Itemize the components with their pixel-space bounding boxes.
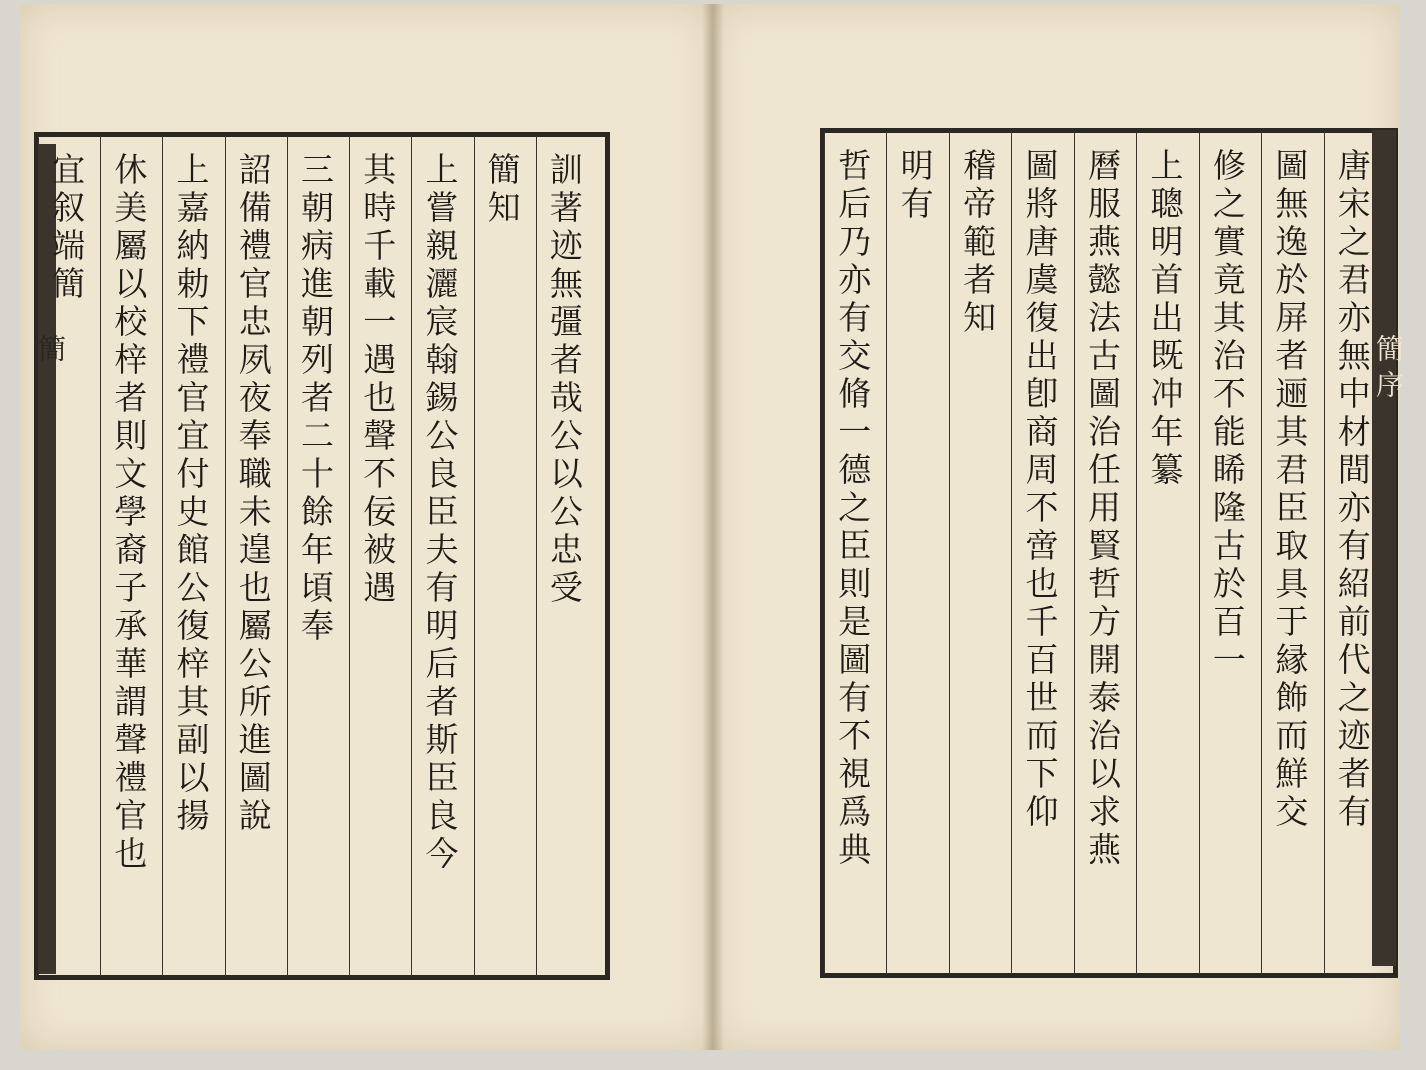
text-column [287,136,349,976]
column-text: 簡知 [482,152,522,228]
text-column [38,136,100,976]
column-text: 詔備禮官忠夙夜奉職未遑也屬公所進圖說 [233,152,273,836]
text-column [100,136,162,976]
column-text: 訓著迹無彊者哉公以公忠受 [544,152,584,608]
text-column [949,132,1011,974]
right-column-grid [824,132,1394,974]
column-text: 稽帝範者知 [958,148,998,338]
text-column [536,136,598,976]
text-column [411,136,473,976]
right-text-frame [820,128,1398,978]
left-margin-label: 簡 [34,334,67,370]
text-column [349,136,411,976]
column-text: 三朝病進朝列者二十餘年頃奉 [295,152,335,646]
text-column [225,136,287,976]
column-text: 休美屬以校梓者則文學裔子承華謂聲禮官也 [109,152,149,874]
right-page [712,4,1405,1050]
column-text: 上聰明首出既冲年纂 [1145,148,1185,490]
left-text-frame [34,132,610,980]
text-column [824,132,886,974]
text-column [1261,132,1323,974]
column-text: 圖將唐虞復出卽商周不啻也千百世而下仰 [1020,148,1060,832]
column-text: 哲后乃亦有交脩一德之臣則是圖有不視爲典 [833,148,873,870]
column-text: 上嘉納勅下禮官宜付史館公復梓其副以揚 [171,152,211,836]
right-margin-label: 簡序 [1372,334,1405,406]
column-text: 其時千載一遇也聲不佞被遇 [358,152,398,608]
left-page [20,4,712,1050]
text-column [162,136,224,976]
text-column [1199,132,1261,974]
left-column-grid [38,136,606,976]
text-column [474,136,536,976]
column-text: 唐宋之君亦無中材間亦有紹前代之迹者有 [1332,148,1372,832]
column-text: 宜叙端簡 [47,152,87,304]
column-text: 圖無逸於屏者逦其君臣取具于縁飾而鮮交 [1270,148,1310,832]
column-text: 上嘗親灑宸翰錫公良臣夫有明后者斯臣良今 [420,152,460,874]
book-spread [20,0,1405,1056]
right-margin-band [1372,130,1396,966]
book-gutter [702,4,724,1050]
column-text: 明有 [895,148,935,224]
text-column [886,132,948,974]
text-column [1136,132,1198,974]
text-column [1074,132,1136,974]
column-text: 曆服燕懿法古圖治任用賢哲方開泰治以求燕 [1082,148,1122,870]
column-text: 修之實竟其治不能睎隆古於百一 [1207,148,1247,680]
text-column [1011,132,1073,974]
